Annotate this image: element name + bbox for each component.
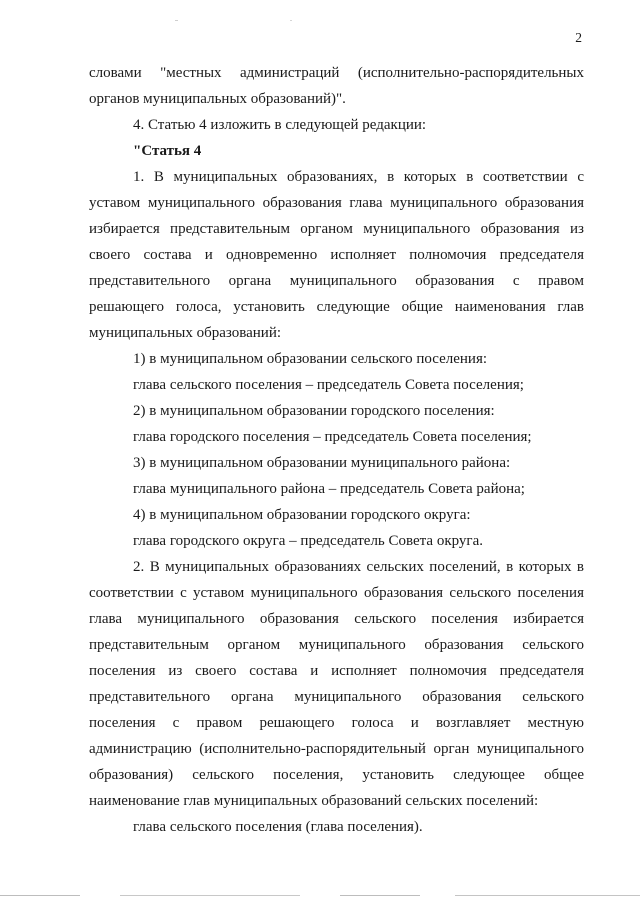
list-item: 2) в муниципальном образовании городского поселения:: [133, 403, 495, 419]
final-title-line: глава сельского поселения (глава поселения).: [133, 819, 423, 835]
paragraph-line: администрацию (исполнительно-распорядительный орган муниципального: [89, 741, 584, 757]
paragraph-line: поселения с правом решающего голоса и возглавляет местную: [89, 715, 584, 731]
paragraph-line: избирается представительным органом муниципального образования из: [89, 221, 584, 237]
paragraph-line: поселения из своего состава и исполняет полномочия председателя: [89, 663, 584, 679]
paragraph-line: муниципальных образований:: [89, 325, 282, 341]
list-item-title: глава городского округа – председатель Совета округа.: [133, 533, 483, 549]
list-item-title: глава сельского поселения – председатель Совета поселения;: [133, 377, 524, 393]
article-heading: "Статья 4: [133, 143, 202, 159]
scan-edge-top: [0, 20, 640, 21]
list-item-title: глава городского поселения – председатель Совета поселения;: [133, 429, 532, 445]
list-item-title: глава муниципального района – председатель Совета района;: [133, 481, 525, 497]
paragraph-line: 4. Статью 4 изложить в следующей редакции:: [133, 117, 427, 133]
paragraph-line: образования) сельского поселения, установить следующее общее: [89, 767, 584, 783]
paragraph-line: представительного органа муниципального образования с правом: [89, 273, 584, 289]
scan-edge-bottom: [0, 895, 640, 896]
paragraph-line: уставом муниципального образования глава муниципального образования: [89, 195, 584, 211]
paragraph-line: решающего голоса, установить следующие общие наименования глав: [89, 299, 584, 315]
paragraph-line: органов муниципальных образований)".: [89, 91, 346, 107]
paragraph-line: своего состава и одновременно исполняет полномочия председателя: [89, 247, 584, 263]
paragraph-line: словами "местных администраций (исполнительно-распорядительных: [89, 65, 584, 81]
paragraph-line: представительного органа муниципального образования сельского: [89, 689, 584, 705]
list-item: 4) в муниципальном образовании городского округа:: [133, 507, 471, 523]
paragraph-line: представительным органом муниципального образования сельского: [89, 637, 584, 653]
paragraph-line: соответствии с уставом муниципального образования сельского поселения: [89, 585, 584, 601]
list-item: 3) в муниципальном образовании муниципального района:: [133, 455, 511, 471]
page-number: 2: [575, 30, 582, 45]
paragraph-line: 2. В муниципальных образованиях сельских поселений, в которых в: [133, 559, 584, 575]
list-item: 1) в муниципальном образовании сельского поселения:: [133, 351, 488, 367]
paragraph-line: наименование глав муниципальных образований сельских поселений:: [89, 793, 539, 809]
paragraph-line: глава муниципального образования сельского поселения избирается: [89, 611, 584, 627]
paragraph-line: 1. В муниципальных образованиях, в которых в соответствии с: [133, 169, 584, 185]
